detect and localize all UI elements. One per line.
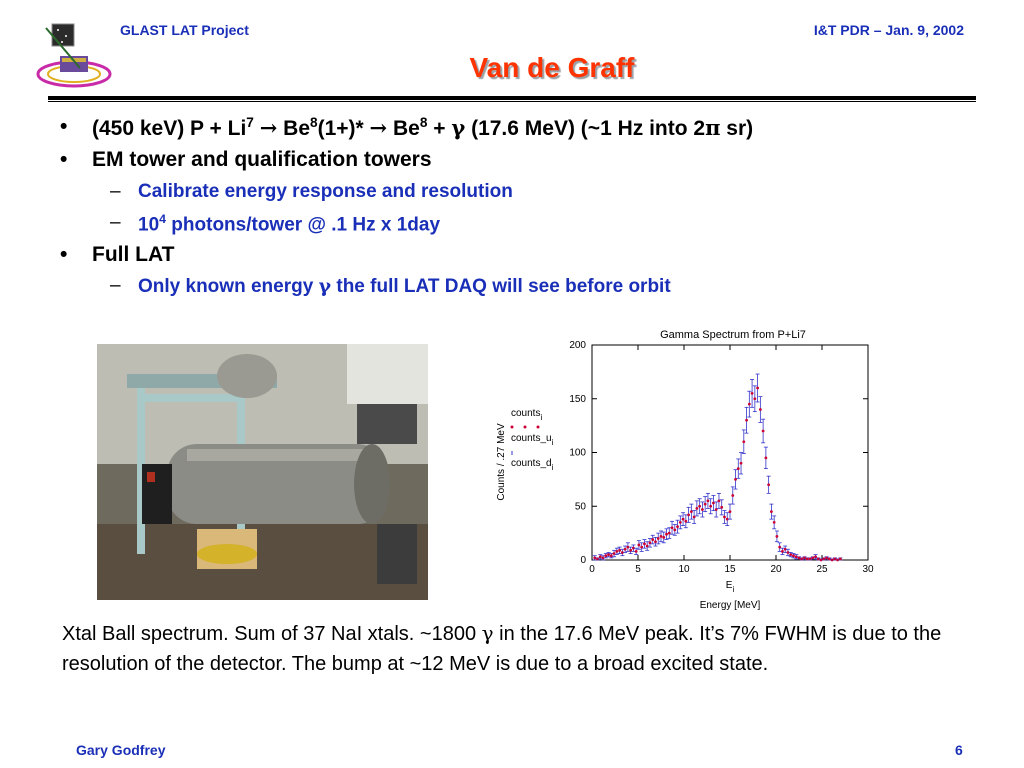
- data-points: [593, 374, 843, 561]
- subbullet-text: $10^4$ photons/tower @ .1 Hz x 1day: [138, 212, 441, 236]
- data-point: [759, 408, 762, 411]
- data-point: [687, 513, 690, 516]
- data-point: [615, 550, 618, 553]
- data-point: [770, 510, 773, 513]
- y-tick-label: 50: [574, 501, 586, 513]
- data-point: [839, 558, 842, 561]
- axes: [569, 340, 874, 575]
- dash-symbol: –: [110, 212, 121, 233]
- data-point: [762, 430, 765, 433]
- data-point: [704, 503, 707, 506]
- legend-counts: counts$_i$: [511, 408, 543, 422]
- bullet-symbol: •: [60, 243, 68, 266]
- data-point: [695, 507, 698, 510]
- data-point: [635, 550, 638, 553]
- subbullet-text: Only known energy γ the full LAT DAQ will see before orbit: [138, 275, 671, 297]
- figure-caption: Xtal Ball spectrum. Sum of 37 NaI xtals. ~1800 γ in the 17.6 MeV peak. It’s 7% FWHM is due to the resolution of the detector. The bump at ~12 MeV is due to a broad excited state.: [62, 621, 942, 675]
- data-point: [679, 521, 682, 524]
- title-rule-thick: [48, 96, 976, 100]
- data-point: [776, 535, 779, 538]
- plot-frame: [592, 345, 868, 560]
- data-point: [729, 510, 732, 513]
- data-point: [657, 537, 660, 540]
- data-point: [764, 456, 767, 459]
- data-point: [624, 548, 627, 551]
- data-point: [731, 494, 734, 497]
- gamma-spectrum-chart: [488, 320, 888, 620]
- x-axis-label: $E_i$: [725, 580, 735, 594]
- data-point: [665, 533, 668, 536]
- data-point: [698, 505, 701, 508]
- data-point: [709, 505, 712, 508]
- y-tick-label: 200: [569, 340, 586, 351]
- data-point: [767, 483, 770, 486]
- legend-counts-d: $counts\_d_i$: [511, 458, 554, 472]
- data-point: [742, 440, 745, 443]
- footer-page-number: 6: [955, 742, 963, 758]
- x-tick-label: 15: [724, 564, 736, 575]
- data-point: [753, 397, 756, 400]
- x-tick-label: 5: [635, 564, 641, 575]
- legend-counts-marker: [511, 426, 540, 429]
- y-tick-label: 0: [580, 555, 586, 566]
- data-point: [723, 516, 726, 519]
- data-point: [707, 499, 710, 502]
- x-axis-units: Energy [MeV]: [699, 600, 761, 611]
- data-point: [720, 506, 723, 509]
- data-point: [751, 392, 754, 395]
- data-point: [737, 467, 740, 470]
- subbullet-text: Calibrate energy response and resolution: [138, 181, 513, 202]
- bullet-text: EM tower and qualification towers: [92, 148, 432, 171]
- y-tick-label: 150: [569, 393, 586, 405]
- header-project: GLAST LAT Project: [120, 22, 249, 38]
- apparatus-photo: [97, 344, 428, 600]
- data-point: [682, 518, 685, 521]
- bullet-text: (450 keV) $P + Li^7 \to Be^8(1+)* \to Be^8 + \gamma$ (17.6 MeV) (~1 Hz into 2π sr): [92, 115, 754, 140]
- y-axis-label: Counts / .27 MeV: [496, 423, 507, 501]
- legend-counts-u: $counts\_u_i$: [511, 433, 554, 447]
- x-tick-label: 30: [862, 564, 874, 575]
- slide-title: Van de Graff: [469, 52, 635, 83]
- data-point: [773, 521, 776, 524]
- data-point: [638, 544, 641, 547]
- bullet-symbol: •: [60, 148, 68, 171]
- x-tick-label: 10: [678, 564, 690, 575]
- x-tick-label: 20: [770, 564, 782, 575]
- data-point: [660, 535, 663, 538]
- x-tick-label: 25: [816, 564, 828, 575]
- data-point: [740, 462, 743, 465]
- data-point: [654, 540, 657, 543]
- x-tick-label: 0: [589, 564, 595, 575]
- data-point: [662, 536, 665, 539]
- footer-author: Gary Godfrey: [76, 742, 166, 758]
- header-review-date: I&T PDR – Jan. 9, 2002: [813, 22, 964, 38]
- data-point: [671, 526, 674, 529]
- data-point: [756, 387, 759, 390]
- data-point: [745, 419, 748, 422]
- data-point: [643, 542, 646, 545]
- legend: [511, 408, 554, 472]
- data-point: [673, 529, 676, 532]
- data-point: [701, 508, 704, 511]
- title-rule-thin: [48, 101, 976, 102]
- data-point: [676, 525, 679, 528]
- bullet-text: Full LAT: [92, 243, 175, 266]
- data-point: [651, 538, 654, 541]
- data-point: [748, 403, 751, 406]
- y-tick-label: 100: [569, 447, 586, 459]
- dash-symbol: –: [110, 275, 121, 296]
- bullet-symbol: •: [60, 115, 68, 138]
- dash-symbol: –: [110, 181, 121, 202]
- chart-title: Gamma Spectrum from P+Li7: [660, 329, 806, 341]
